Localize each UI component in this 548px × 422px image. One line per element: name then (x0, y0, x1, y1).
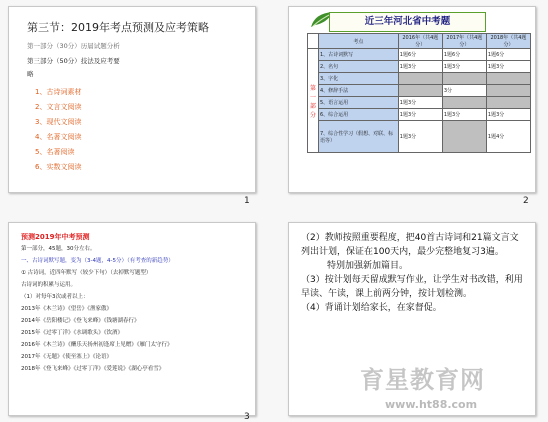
slide-thumbnail-3[interactable] (8, 222, 256, 416)
slide-body (21, 231, 247, 375)
table-cell: 6、综合运用 (319, 109, 399, 121)
slide-thumbnail-1[interactable] (8, 6, 256, 193)
year-line: 2017年《无题》《使至塞上》《论语》 (21, 354, 112, 360)
table-cell: 1题3分 (398, 109, 442, 121)
slide-section: 第三部分（50分）技法及应考要 (27, 57, 120, 65)
table-cell (486, 73, 530, 85)
year-line: 2016年《木兰诗》《酬乐天扬州初逢席上见赠》《雁门太守行》 (21, 342, 173, 348)
paragraph: （2）教师按照重要程度，把40首古诗词和21篇文言文列出计划，保证在100天内，最少完整地复习3遍。 (301, 233, 519, 257)
table-cell: 1题6分 (442, 49, 486, 61)
table-cell: 1题3分 (398, 97, 442, 109)
exam-table (307, 33, 531, 153)
table-row (308, 73, 531, 85)
table-row (308, 49, 531, 61)
table-cell: 5、语言运用 (319, 97, 399, 109)
table-row (308, 61, 531, 73)
slide-subtitle: 第一部分（30分）历届试题分析 (27, 42, 120, 50)
watermark-title: 育星教育网 (360, 366, 485, 394)
list-item: 1、古诗词素材 (35, 88, 82, 96)
paragraph: （4）背诵计划给家长，在家督促。 (301, 303, 442, 313)
list-item: 5、名著阅读 (35, 148, 75, 156)
table-cell: 3、字化 (319, 73, 399, 85)
vertical-category-label: 第一部分 (308, 49, 319, 153)
table-cell: 7、综合性学习（假想、对联、标语等） (319, 121, 399, 153)
table-cell: 1题3分 (486, 109, 530, 121)
paragraph: 特别加强新加篇目。 (327, 261, 409, 271)
item-list (35, 85, 81, 175)
table-row (308, 97, 531, 109)
table-cell: 1题6分 (398, 49, 442, 61)
slide-section-cont: 略 (27, 70, 34, 78)
table-cell (398, 73, 442, 85)
table-cell: 1题6分 (486, 49, 530, 61)
table-header: 2018年（共4题分） (486, 34, 530, 49)
text-line: 第一部分，45题，30分左右。 (21, 246, 96, 252)
text-line: ① 古诗词，近四年默写（较少下句）（去掉默写题型） (21, 270, 152, 276)
table-row (308, 109, 531, 121)
table-cell: 4、修辞手法 (319, 85, 399, 97)
text-line: （1）对每年3次或者以上： (21, 294, 89, 300)
slide-title: 近三年河北省中考题 (329, 12, 486, 32)
table-cell: 1题3分 (442, 109, 486, 121)
table-cell (398, 85, 442, 97)
table-cell: 1题3分 (398, 61, 442, 73)
paragraph: （3）按计划每天留成默写作业，让学生对书改错，利用早读、午读，课上前两分钟，按计划检测。 (301, 275, 523, 299)
list-item: 2、文言文阅读 (35, 103, 82, 111)
year-line: 2018年《登飞来峰》《过零丁洋》《爱莲说》《湖心亭看雪》 (21, 366, 165, 372)
table-cell: 1、古诗词默写 (319, 49, 399, 61)
table-corner (308, 34, 319, 49)
table-cell: 3分 (442, 85, 486, 97)
table-row (308, 121, 531, 153)
year-line: 2014年《岳阳楼记》《登飞来峰》《钱塘湖春行》 (21, 318, 140, 324)
table-row (308, 85, 531, 97)
table-cell: 1题3分 (442, 61, 486, 73)
year-line: 2013年《木兰诗》《望岳》《渔家傲》 (21, 306, 112, 312)
slide-title: 第三节：2019年考点预测及应考策略 (27, 21, 209, 34)
slide-number: 2 (523, 196, 529, 206)
table-cell: 2、名句 (319, 61, 399, 73)
watermark-url: www.ht88.com (385, 398, 478, 411)
table-header: 考点 (319, 34, 399, 49)
table-cell (442, 73, 486, 85)
text-line: 古诗词的积累与运用。 (21, 282, 77, 288)
table-cell: 1题4分 (486, 121, 530, 153)
text-line: 一、古诗词默写题，变为（3-4题，4-5分）（有考查的新趋势） (21, 258, 174, 264)
list-item: 3、现代文阅读 (35, 118, 82, 126)
table-header: 2016年（共4题分） (398, 34, 442, 49)
slide-number: 3 (244, 412, 250, 422)
table-cell: 1题3分 (398, 121, 442, 153)
table-header: 2017年（共4题分） (442, 34, 486, 49)
table-cell (486, 85, 530, 97)
list-item: 4、名著文阅读 (35, 133, 82, 141)
table-cell (442, 97, 486, 109)
list-item: 6、实数文阅读 (35, 163, 82, 171)
table-cell: 1题3分 (486, 61, 530, 73)
slide-number: 1 (244, 196, 250, 206)
table-cell (486, 97, 530, 109)
slide-thumbnail-2[interactable] (288, 6, 536, 193)
slide-title: 预测2019年中考预测 (21, 233, 90, 241)
year-line: 2015年《过零丁洋》《水调歌头》《饮酒》 (21, 330, 123, 336)
table-cell (442, 121, 486, 153)
slide-body (301, 231, 527, 315)
